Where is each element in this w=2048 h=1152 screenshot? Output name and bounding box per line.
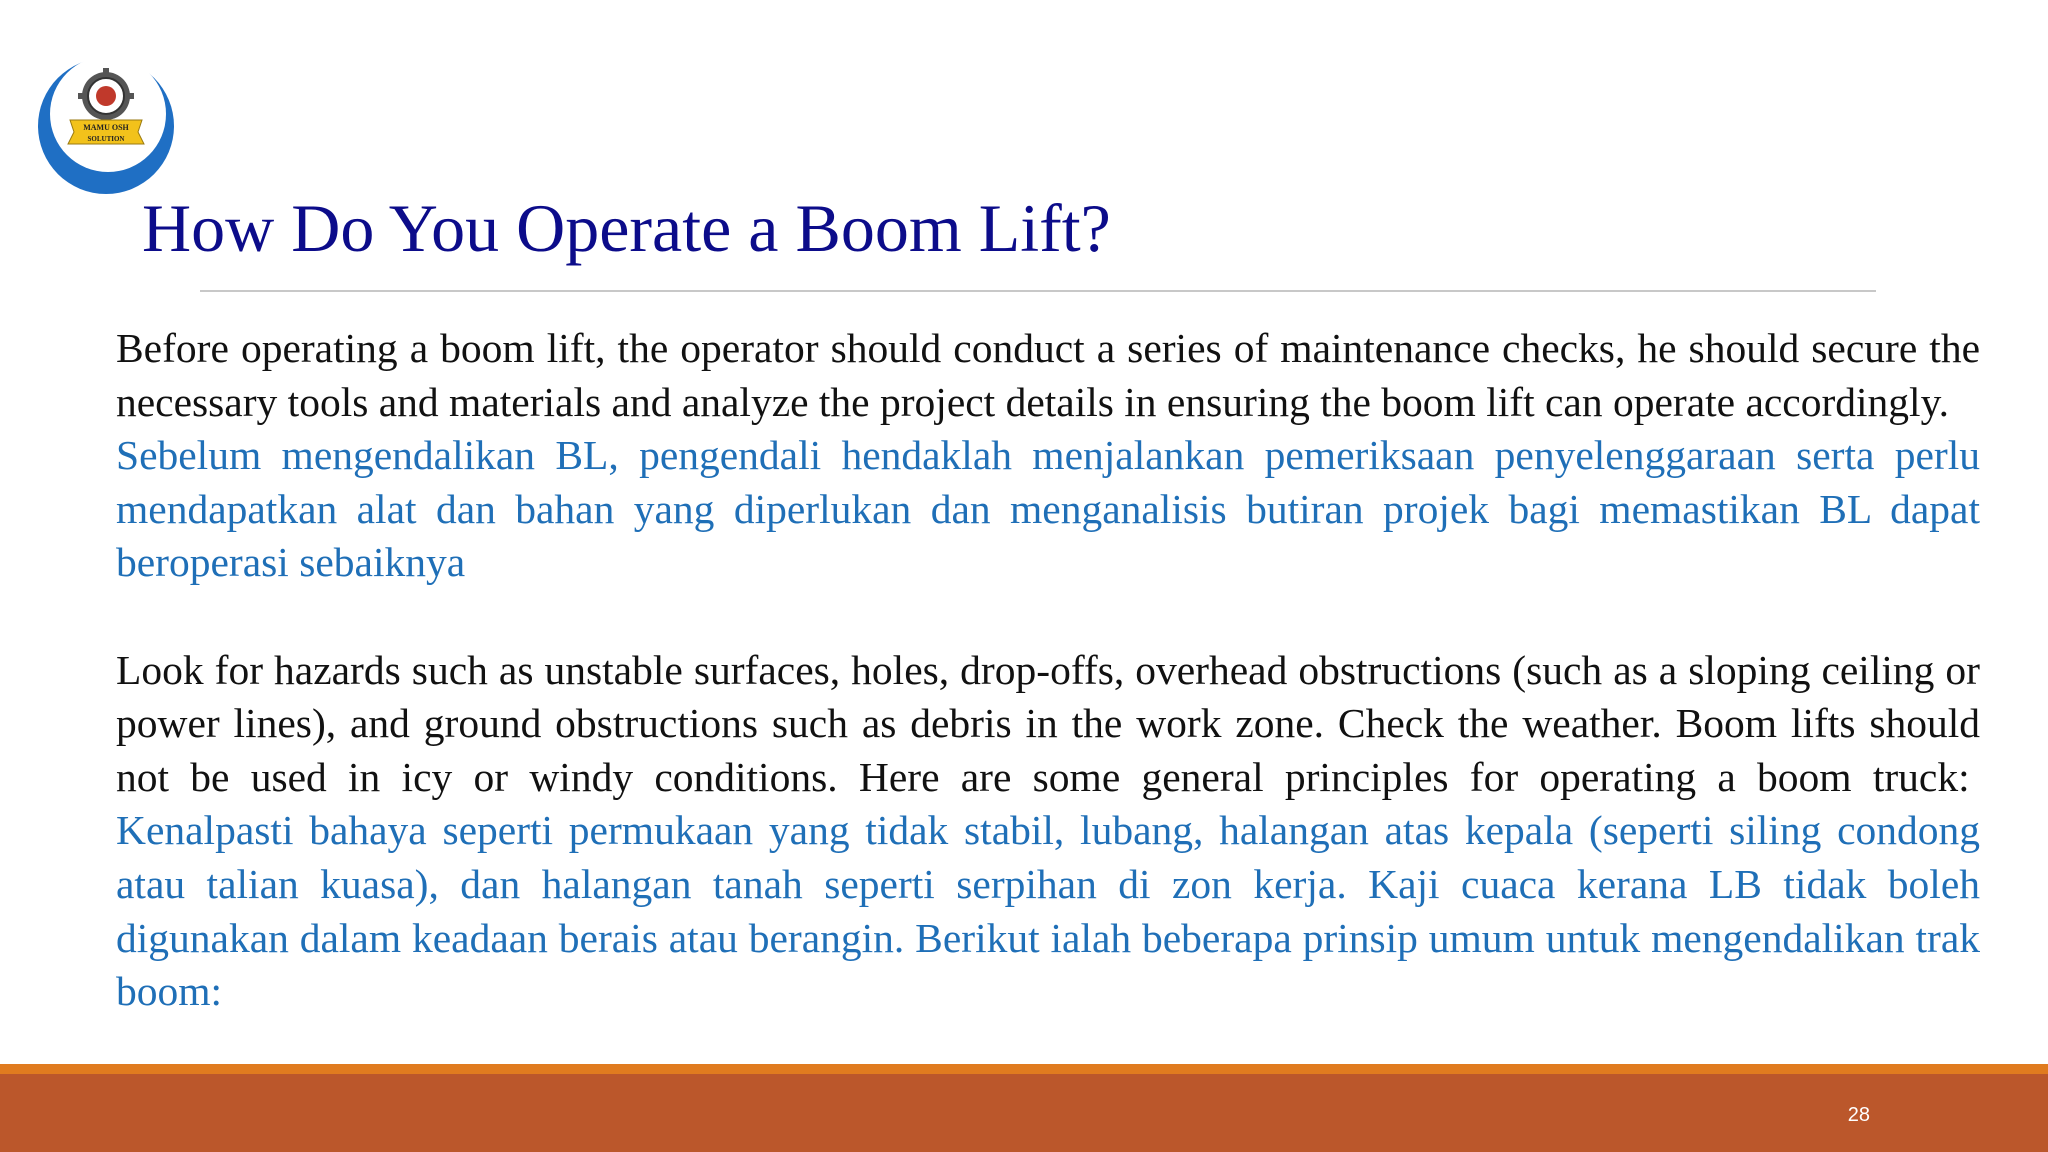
page-number: 28 <box>1847 1104 1870 1126</box>
company-logo <box>34 56 182 196</box>
paragraph-1-ms: Sebelum mengendalikan BL, pengendali hendaklah menjalankan pemeriksaan penyelenggaraan serta perlu mendapatkan alat dan bahan yang diperlukan dan menganalisis butiran projek bagi memastikan BL dapat beroperasi sebaiknya <box>116 432 1980 586</box>
slide-body <box>116 322 1980 1019</box>
title-divider <box>200 290 1876 292</box>
footer-bar <box>0 1064 2048 1152</box>
paragraph-2 <box>116 644 1980 1019</box>
paragraph-1-en: Before operating a boom lift, the operator should conduct a series of maintenance checks, he should secure the necessary tools and materials and analyze the project details in ensuring the boom lift can operate accordingly. <box>116 325 1980 425</box>
paragraph-2-ms: Kenalpasti bahaya seperti permukaan yang tidak stabil, lubang, halangan atas kepala (seperti siling condong atau talian kuasa), dan halangan tanah seperti serpihan di zon kerja. Kaji cuaca kerana LB tidak boleh digunakan dalam keadaan berais atau berangin. Berikut ialah beberapa prinsip umum untuk mengendalikan trak boom: <box>116 807 1980 1015</box>
logo-text-1: MAMU OSH <box>83 123 129 132</box>
logo-text-2: SOLUTION <box>87 135 125 143</box>
paragraph-2-en: Look for hazards such as unstable surfaces, holes, drop-offs, overhead obstructions (such as a sloping ceiling or power lines), and ground obstructions such as debris in the work zone. Check the weather. Boom lifts should not be used in icy or windy conditions. Here are some general principles for operating a boom truck: <box>116 646 1980 800</box>
slide-title: How Do You Operate a Boom Lift? <box>142 190 1111 266</box>
paragraph-spacer <box>116 590 1980 644</box>
